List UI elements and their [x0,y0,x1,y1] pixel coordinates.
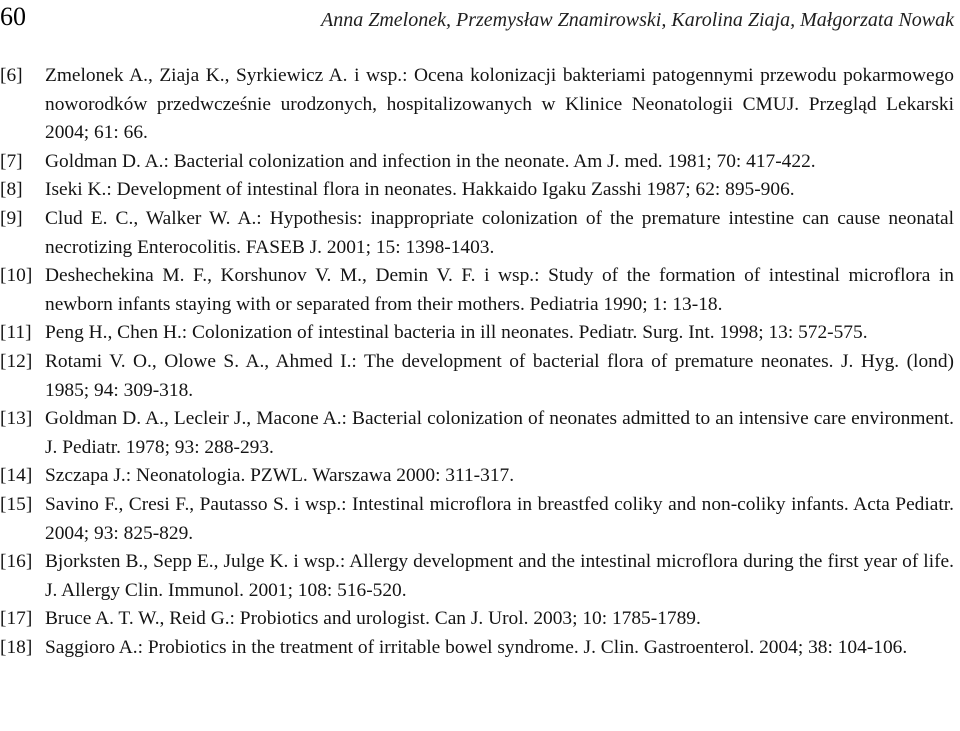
running-header-authors: Anna Zmelonek, Przemysław Znamirowski, Karolina Ziaja, Małgorzata Nowak [321,9,954,31]
reference-number: [10] [0,265,33,287]
reference-number: [7] [0,150,23,172]
reference-item [0,205,954,262]
reference-item [0,148,954,177]
reference-item [0,548,954,605]
reference-text: Iseki K.: Development of intestinal flora in neonates. Hakkaido Igaku Zasshi 1987; 62: 895-906. [45,179,795,201]
reference-item [0,176,954,205]
reference-text: Peng H., Chen H.: Colonization of intestinal bacteria in ill neonates. Pediatr. Surg. Int. 1998; 13: 572-575. [45,322,868,344]
reference-number: [18] [0,636,33,658]
reference-item [0,262,954,319]
page-number: 60 [0,2,26,31]
reference-number: [13] [0,408,33,430]
reference-item [0,319,954,348]
reference-text: Bruce A. T. W., Reid G.: Probiotics and urologist. Can J. Urol. 2003; 10: 1785-1789. [45,608,701,630]
reference-item [0,348,954,405]
reference-number: [9] [0,207,23,229]
reference-text: Saggioro A.: Probiotics in the treatment of irritable bowel syndrome. J. Clin. Gastroenterol. 2004; 38: 104-106. [45,636,908,658]
reference-text: Zmelonek A., Ziaja K., Syrkiewicz A. i wsp.: Ocena kolonizacji bakteriami patogennymi przewodu pokarmowego noworodków przedwcześnie urodzonych, hospitalizowanych w Klinice Neonatologii CMUJ. Przegląd Lekarski 2004; 61: 66. [45,65,954,144]
reference-text: Goldman D. A.: Bacterial colonization and infection in the neonate. Am J. med. 1981; 70: 417-422. [45,150,816,172]
reference-number: [11] [0,322,32,344]
reference-text: Savino F., Cresi F., Pautasso S. i wsp.: Intestinal microflora in breastfed coliky and non-coliky infants. Acta Pediatr. 2004; 93: 825-829. [45,493,954,544]
reference-number: [17] [0,608,33,630]
reference-text: Rotami V. O., Olowe S. A., Ahmed I.: The development of bacterial flora of premature neonates. J. Hyg. (lond) 1985; 94: 309-318. [45,350,954,401]
reference-item [0,462,954,491]
reference-item [0,62,954,148]
reference-text: Szczapa J.: Neonatologia. PZWL. Warszawa 2000: 311-317. [45,465,515,487]
reference-number: [6] [0,65,23,86]
reference-list [0,62,954,662]
reference-number: [16] [0,551,33,573]
reference-text: Deshechekina M. F., Korshunov V. M., Demin V. F. i wsp.: Study of the formation of intestinal microflora in newborn infants staying with or separated from their mothers. Pediatria 1990; 1: 13-18. [45,265,954,315]
reference-number: [15] [0,493,33,515]
reference-item [0,634,954,663]
reference-text: Bjorksten B., Sepp E., Julge K. i wsp.: Allergy development and the intestinal microflora during the first year of life. J. Allergy Clin. Immunol. 2001; 108: 516-520. [45,551,954,601]
reference-number: [14] [0,465,33,487]
reference-item [0,491,954,548]
reference-text: Clud E. C., Walker W. A.: Hypothesis: inappropriate colonization of the premature intestine can cause neonatal necrotizing Enterocolitis. FASEB J. 2001; 15: 1398-1403. [45,207,954,258]
reference-item [0,405,954,462]
reference-number: [12] [0,350,33,372]
reference-item [0,605,954,634]
reference-text: Goldman D. A., Lecleir J., Macone A.: Bacterial colonization of neonates admitted to an intensive care environment. J. Pediatr. 1978; 93: 288-293. [45,408,954,458]
reference-number: [8] [0,179,23,201]
